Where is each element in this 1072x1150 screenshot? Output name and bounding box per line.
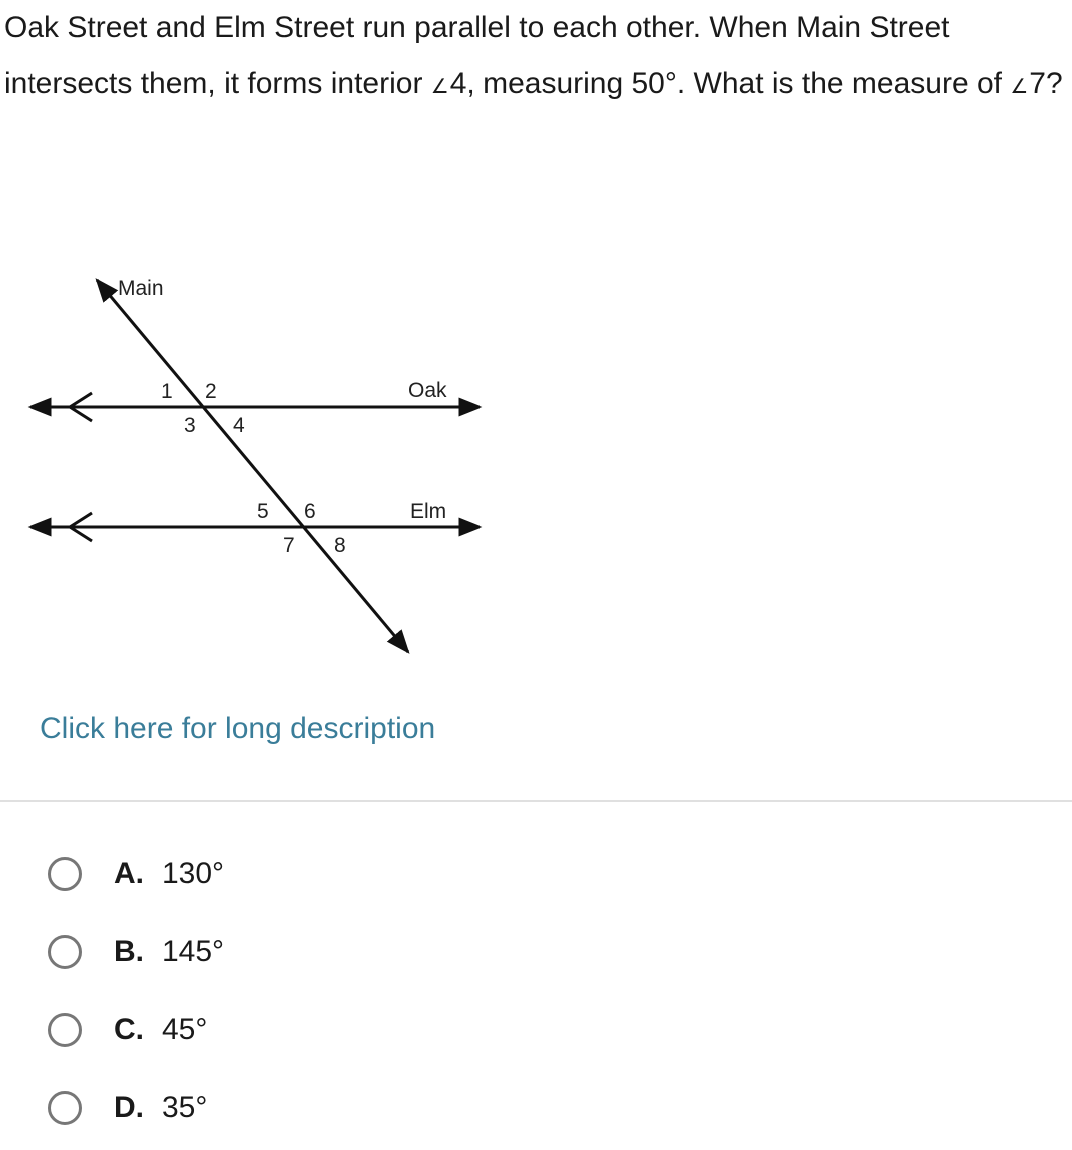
question-text <box>4 0 1070 115</box>
choice-text: 45° <box>162 1013 208 1046</box>
elm-label: Elm <box>410 500 447 523</box>
angle-label-3: 3 <box>184 414 196 437</box>
main-line <box>97 280 408 652</box>
figure-svg <box>0 250 520 670</box>
angle-label-8: 8 <box>334 534 346 557</box>
angle-label-7: 7 <box>283 534 295 557</box>
question-part-3: 7? <box>1029 67 1063 100</box>
angle-label-5: 5 <box>257 500 269 523</box>
choice-text: 130° <box>162 857 225 890</box>
angle-label-4: 4 <box>233 414 245 437</box>
angle-label-1: 1 <box>161 380 173 403</box>
radio-button[interactable] <box>48 935 82 969</box>
angle-symbol: ∠ <box>1010 76 1029 98</box>
choice-text: 145° <box>162 935 225 968</box>
oak-label: Oak <box>408 379 447 402</box>
angle-symbol: ∠ <box>430 76 449 98</box>
long-description-link[interactable]: Click here for long description <box>40 712 436 745</box>
angle-label-6: 6 <box>304 500 316 523</box>
main-label: Main <box>118 277 164 300</box>
question-part-1: Oak Street and Elm Street run parallel to each other. When Main Street intersects them, it forms interior <box>4 11 950 100</box>
radio-button[interactable] <box>48 1091 82 1125</box>
choice-c[interactable] <box>48 1000 207 1060</box>
radio-button[interactable] <box>48 1013 82 1047</box>
radio-button[interactable] <box>48 857 82 891</box>
choice-letter: B. <box>114 935 144 968</box>
choice-a[interactable] <box>48 844 224 904</box>
parallel-lines-figure <box>0 250 520 670</box>
question-part-2: 4, measuring 50°. What is the measure of <box>449 67 1011 100</box>
choice-letter: A. <box>114 857 144 890</box>
choice-d[interactable] <box>48 1078 207 1138</box>
choice-letter: C. <box>114 1013 144 1046</box>
angle-label-2: 2 <box>205 380 217 403</box>
choice-letter: D. <box>114 1091 144 1124</box>
divider <box>0 800 1072 802</box>
choice-text: 35° <box>162 1091 208 1124</box>
choice-b[interactable] <box>48 922 224 982</box>
